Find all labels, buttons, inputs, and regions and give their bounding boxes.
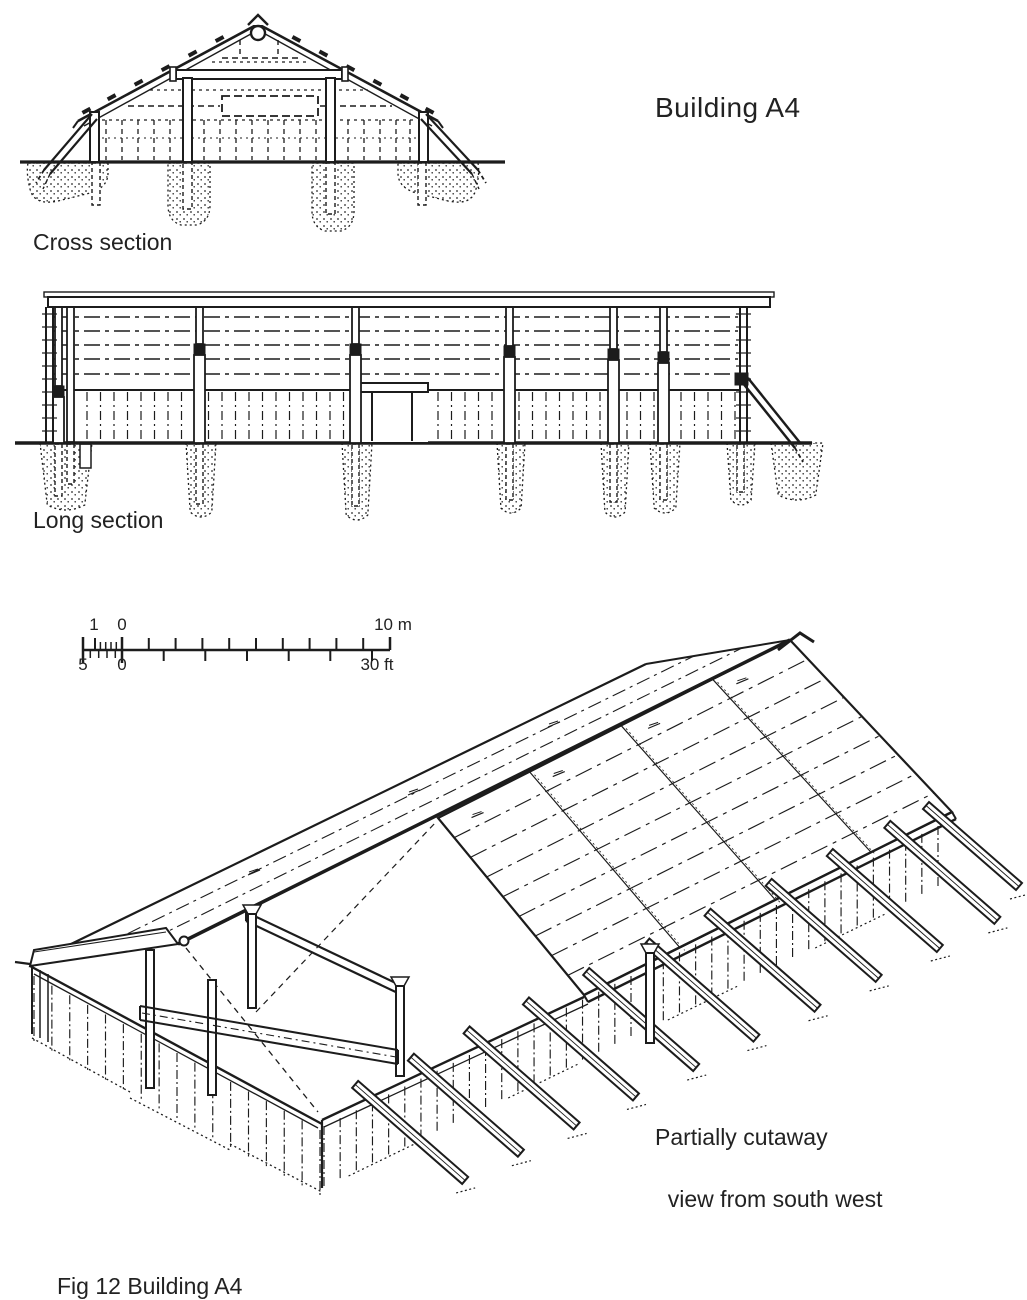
page-title: Building A4 [655,92,801,123]
scale-feet-zero: 0 [117,655,127,674]
cross-section-drawing [20,15,505,231]
scale-meters-max: 10 m [374,615,412,634]
figure-caption: Fig 12 Building A4 [57,1273,243,1299]
scale-feet-max: 30 ft [360,655,394,674]
long-section-drawing [15,292,823,520]
long-section-label: Long section [33,507,164,533]
cross-section-label: Cross section [33,229,173,255]
cutaway-caption-line2: view from south west [667,1186,883,1213]
scale-feet-five: 5 [78,655,88,674]
scale-meters-one: 1 [89,615,99,634]
cutaway-isometric-drawing [15,633,1027,1196]
scale-bar [83,637,390,663]
cutaway-caption [655,1122,883,1215]
cutaway-caption-line1: Partially cutaway [655,1124,828,1150]
scale-meters-zero: 0 [117,615,127,634]
